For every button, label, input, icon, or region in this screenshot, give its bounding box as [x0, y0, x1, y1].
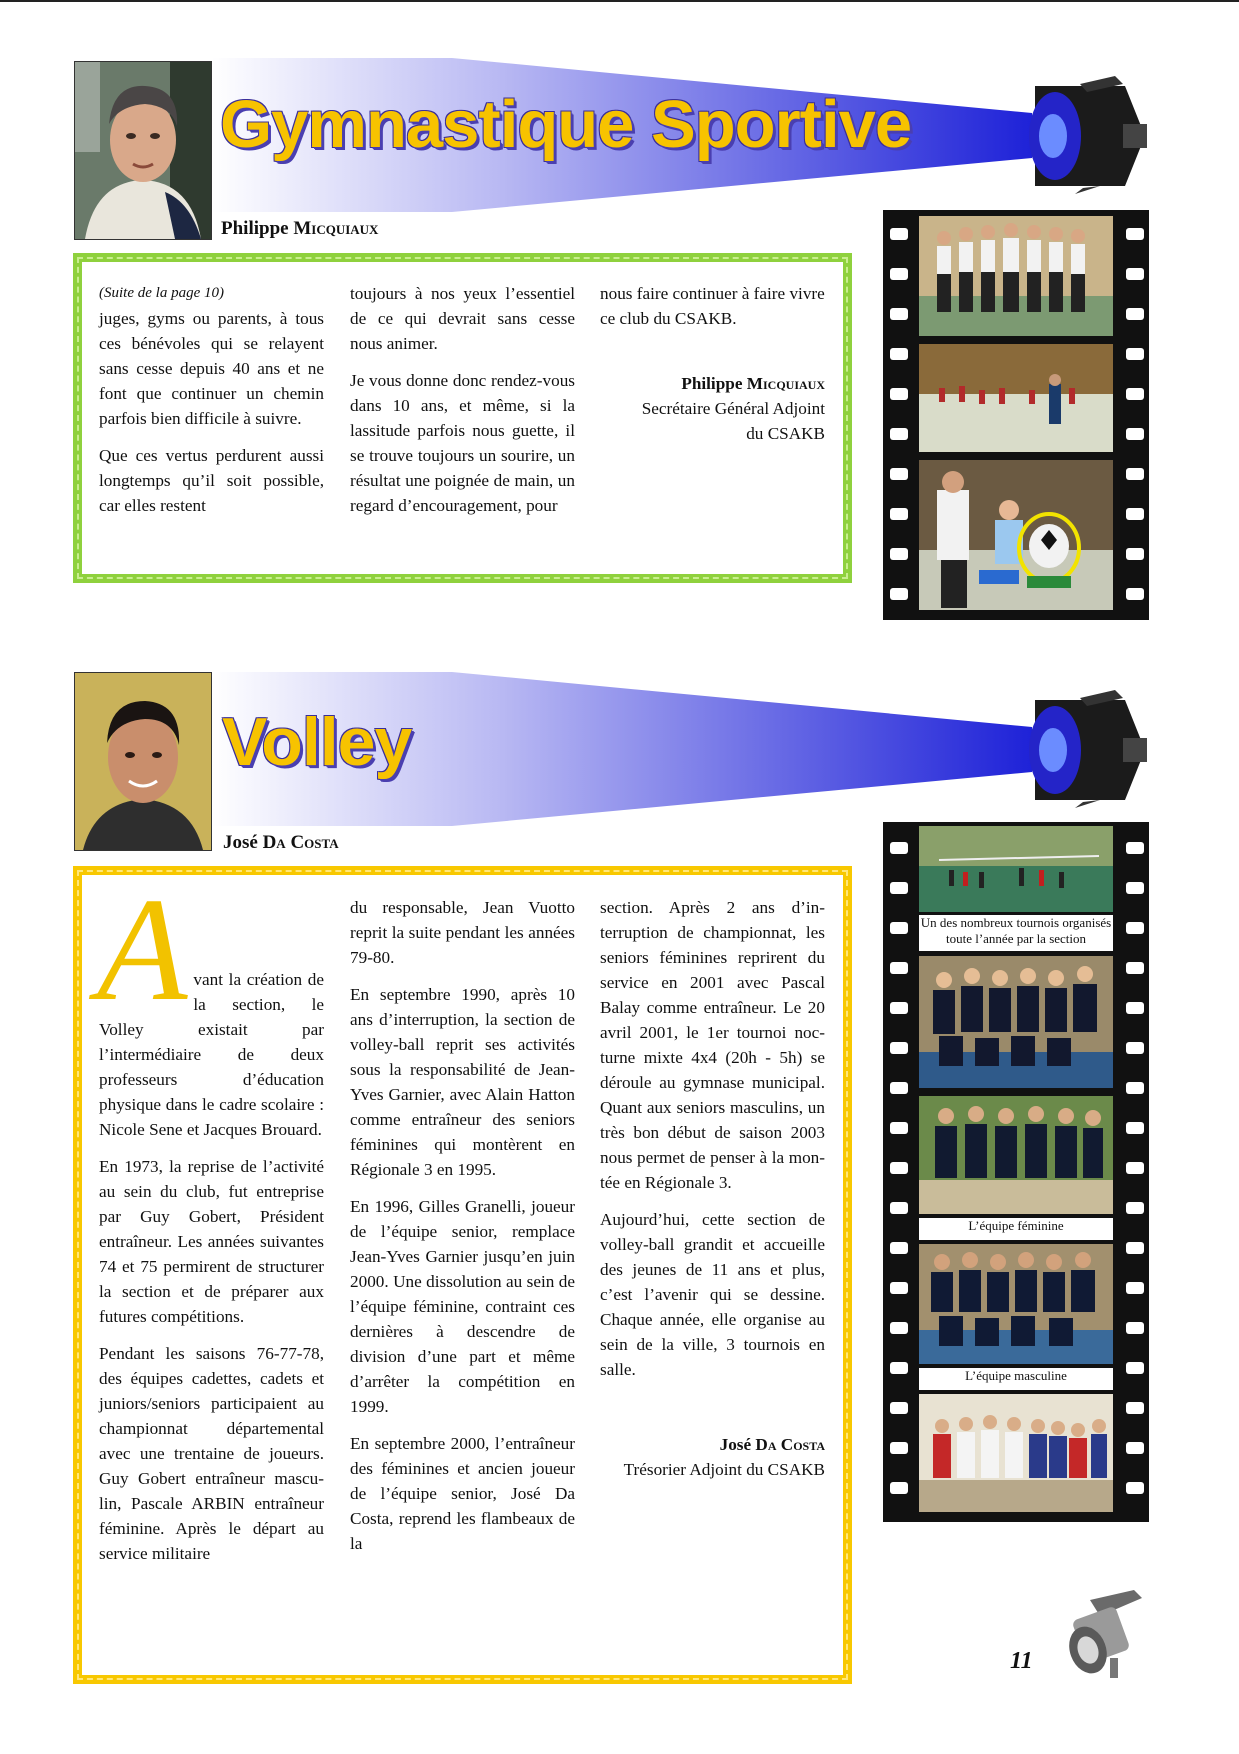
photo-gym-group: [919, 216, 1113, 336]
gym-col-1: [99, 281, 324, 530]
volley-col-3: [600, 895, 825, 1482]
top-rule: [0, 0, 1239, 2]
signature-gym: [600, 371, 825, 446]
film-holes-right: [1121, 210, 1147, 620]
photo-volley-tournament: [919, 826, 1113, 912]
paragraph: du responsable, Jean Vuotto reprit la suite pendant les années 79-80.: [350, 898, 575, 967]
photo-volley-women-1: [919, 956, 1113, 1088]
volley-col-2: [350, 895, 575, 1568]
caption-tournament: Un des nombreux tournois organisés toute l’année par la section: [919, 915, 1113, 951]
caption-women-team: L’équipe féminine: [919, 1218, 1113, 1240]
signature-role: Trésorier Adjoint du CSAKB: [623, 1460, 825, 1479]
film-strip-volley: [883, 822, 1149, 1522]
portrait-philippe-micquiaux: [74, 61, 212, 240]
signature-last: Micquiaux: [746, 374, 825, 393]
spotlight-icon: [1005, 690, 1155, 810]
paragraph: En 1973, la reprise de l’activité au sein du club, fut entreprise par Guy Gobert, Président entraîneur. Les années suivantes 74 et 75 permirent de structurer la section et de préparer aux futures compétitions.: [99, 1157, 324, 1326]
caption-men-team: L’équipe masculine: [919, 1368, 1113, 1390]
continued-note: (Suite de la page 10): [99, 285, 224, 301]
paragraph: En 1996, Gilles Granelli, joueur de l’équipe senior, remplace Jean-Yves Garnier jusqu’en juin 2000. Une dissolution au sein de l’équipe féminine, contraint ces dernières à descendre de division d’une part et même d’arrêter la compétition en 1999.: [350, 1197, 575, 1416]
paragraph: juges, gyms ou parents, à tous ces bénévoles qui se relayent sans cesse depuis 40 ans et ne font que continuer un chemin parfois bien difficile à suivre.: [99, 309, 324, 428]
signature-volley: [600, 1432, 825, 1482]
paragraph: Aujourd’hui, cette section de volley-ball grandit et accueille des jeunes de 11 ans et plus, c’est l’avenir qui se dessine. Chaque année, elle organise au sein de la ville, 3 tournois en salle.: [600, 1210, 825, 1379]
paragraph: toujours à nos yeux l’essentiel de ce qui devrait sans cesse nous animer.: [350, 284, 575, 353]
paragraph: En septembre 2000, l’entraîneur des féminines et ancien joueur de l’équipe senior, José Da Costa, reprend les flambeaux de la: [350, 1434, 575, 1553]
signature-role-line2: du CSAKB: [746, 424, 825, 443]
signature-role-line1: Secrétaire Général Adjoint: [641, 399, 825, 418]
section-title-gym: Gymnastique Sportive: [220, 87, 912, 162]
gym-col-3: [600, 281, 825, 446]
small-spotlight-icon: [1060, 1588, 1148, 1684]
volley-col-1: [97, 868, 324, 1578]
film-holes-right: [1121, 822, 1147, 1522]
paragraph: section. Après 2 ans d’interruption de championnat, les seniors féminines reprirent du service en 2001 avec Pascal Balay comme entraîneur. Le 20 avril 2001, le 1er tournoi nocturne mixte 4x4 (20h - 5h) se déroule au gymnase municipal. Quant aux seniors masculins, un très bon début de saison 2003 nous permet de penser à la montée en Régionale 3.: [600, 898, 825, 1192]
paragraph: nous faire continuer à faire vivre ce club du CSAKB.: [600, 284, 825, 328]
signature-last: Da Costa: [755, 1435, 825, 1454]
photo-gym-hall: [919, 344, 1113, 452]
author-first-name: Philippe: [221, 218, 289, 239]
film-strip-gym: [883, 210, 1149, 620]
photo-volley-men: [919, 1244, 1113, 1364]
paragraph: Je vous donne donc rendez-vous dans 10 ans, et même, si la lassitude parfois nous guette, il se trouve toujours un sourire, un résultat une poignée de main, un regard d’encouragement, pour: [350, 371, 575, 515]
author-caption-gym: [221, 218, 378, 240]
signature-first: Philippe: [681, 374, 743, 393]
photo-volley-youth: [919, 1394, 1113, 1512]
page-number: 11: [1010, 1648, 1033, 1674]
gym-col-2: [350, 281, 575, 530]
section-title-volley: Volley: [222, 704, 412, 780]
portrait-jose-da-costa: [74, 672, 212, 851]
author-last-name: Da Costa: [262, 832, 339, 853]
author-caption-volley: [223, 832, 339, 854]
film-holes-left: [885, 822, 911, 1522]
spotlight-icon: [1005, 76, 1155, 196]
drop-cap: A: [97, 868, 188, 1032]
photo-gym-children: [919, 460, 1113, 610]
paragraph: Que ces vertus perdurent aussi longtemps qu’il soit possible, car elles restent: [99, 446, 324, 515]
paragraph: vant la création de la section, le Volley existait par l’intermédiaire de deux professeurs d’éducation physique dans le cadre scolaire : Nicole Sene et Jacques Brouard.: [99, 970, 324, 1139]
film-holes-left: [885, 210, 911, 620]
photo-volley-women-2: [919, 1096, 1113, 1214]
signature-first: José: [719, 1435, 752, 1454]
paragraph: En septembre 1990, après 10 ans d’interruption, la section de volley-ball reprit ses activités sous la responsabilité de Jean-Yves Garnier, avec Alain Hatton comme entraîneur des seniors féminines qui montèrent en Régionale 3 en 1995.: [350, 985, 575, 1179]
author-last-name: Micquiaux: [293, 218, 379, 239]
paragraph: Pendant les saisons 76-77-78, des équipes cadettes, cadets et juniors/seniors participaient au championnat départemental avec une trentaine de joueurs. Guy Gobert entraîneur masculin, Pascale ARBIN entraîneur féminine. Après le départ au service militaire: [99, 1344, 324, 1563]
author-first-name: José: [223, 832, 258, 853]
